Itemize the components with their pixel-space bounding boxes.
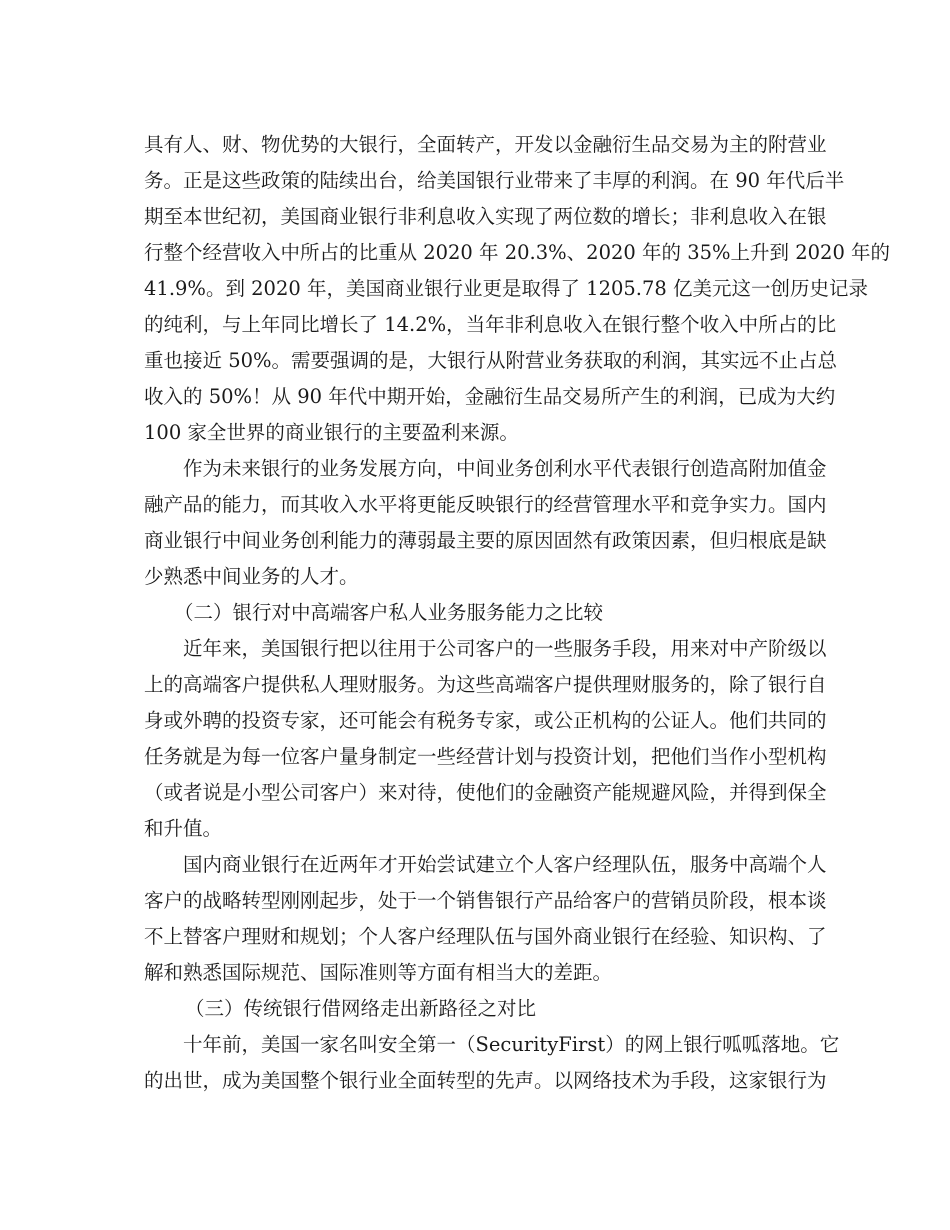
paragraph-line: 身或外聘的投资专家，还可能会有税务专家，或公正机构的公证人。他们共同的 — [144, 709, 827, 732]
paragraph-line: 不上替客户理财和规划；个人客户经理队伍与国外商业银行在经验、知识构、了 — [144, 925, 827, 948]
paragraph-line: 客户的战略转型刚刚起步，处于一个销售银行产品给客户的营销员阶段，根本谈 — [144, 889, 827, 912]
paragraph-line: 商业银行中间业务创利能力的薄弱最主要的原因固然有政策因素，但归根底是缺 — [144, 529, 827, 552]
paragraph-line: 41.9%。到 2020 年，美国商业银行业更是取得了 1205.78 亿美元这一创历史记录 — [144, 277, 869, 300]
paragraph-line: 任务就是为每一位客户量身制定一些经营计划与投资计划，把他们当作小型机构 — [144, 745, 827, 768]
paragraph-line: 国内商业银行在近两年才开始尝试建立个人客户经理队伍，服务中高端个人 — [183, 853, 827, 876]
paragraph-line: 作为未来银行的业务发展方向，中间业务创利水平代表银行创造高附加值金 — [183, 457, 827, 480]
paragraph-line: 务。正是这些政策的陆续出台，给美国银行业带来了丰厚的利润。在 90 年代后半 — [144, 169, 845, 192]
paragraph-line: （或者说是小型公司客户）来对待，使他们的金融资产能规避风险，并得到保全 — [144, 781, 827, 804]
paragraph-line: 具有人、财、物优势的大银行，全面转产，开发以金融衍生品交易为主的附营业 — [144, 133, 827, 156]
paragraph-line: 收入的 50%！从 90 年代中期开始，金融衍生品交易所产生的利润，已成为大约 — [144, 385, 836, 408]
paragraph-line: 上的高端客户提供私人理财服务。为这些高端客户提供理财服务的，除了银行自 — [144, 673, 827, 696]
paragraph-line: 近年来，美国银行把以往用于公司客户的一些服务手段，用来对中产阶级以 — [183, 637, 827, 660]
paragraph-line: 的纯利，与上年同比增长了 14.2%，当年非利息收入在银行整个收入中所占的比 — [144, 313, 837, 336]
paragraph-line: 解和熟悉国际规范、国际准则等方面有相当大的差距。 — [144, 961, 613, 984]
paragraph-line: 和升值。 — [144, 817, 223, 840]
paragraph-line: 期至本世纪初，美国商业银行非利息收入实现了两位数的增长；非利息收入在银 — [144, 205, 827, 228]
paragraph-line: 100 家全世界的商业银行的主要盈利来源。 — [144, 421, 519, 444]
paragraph-line: 融产品的能力，而其收入水平将更能反映银行的经营管理水平和竞争实力。国内 — [144, 493, 827, 516]
paragraph-line: 十年前，美国一家名叫安全第一（SecurityFirst）的网上银行呱呱落地。它 — [183, 1033, 840, 1056]
paragraph-line: 的出世，成为美国整个银行业全面转型的先声。以网络技术为手段，这家银行为 — [144, 1069, 827, 1092]
section-heading: （三）传统银行借网络走出新路径之对比 — [185, 997, 537, 1020]
paragraph-line: 重也接近 50%。需要强调的是，大银行从附营业务获取的利润，其实远不止占总 — [144, 349, 838, 372]
paragraph-line: 行整个经营收入中所占的比重从 2020 年 20.3%、2020 年的 35%上升到 2020 年的 — [144, 241, 891, 264]
section-heading: （二）银行对中高端客户私人业务服务能力之比较 — [174, 601, 604, 624]
paragraph-line: 少熟悉中间业务的人才。 — [144, 565, 359, 588]
